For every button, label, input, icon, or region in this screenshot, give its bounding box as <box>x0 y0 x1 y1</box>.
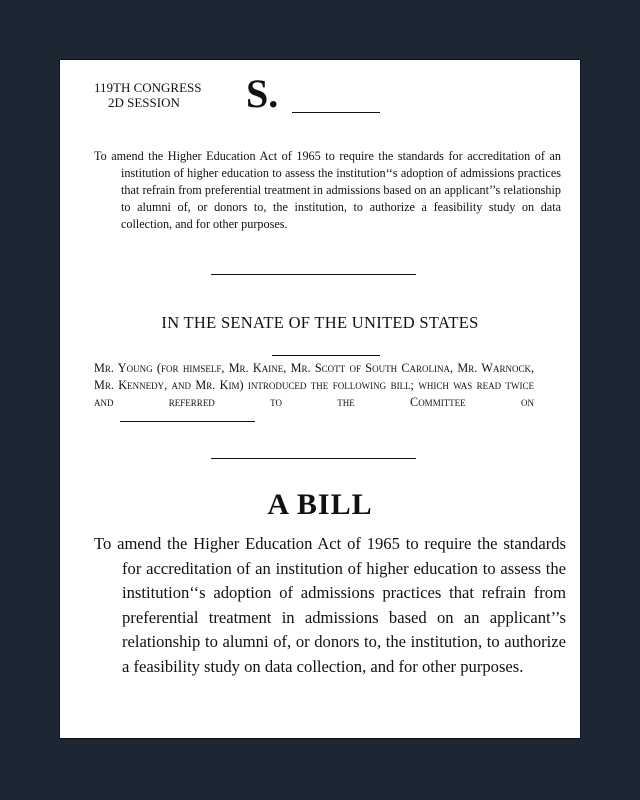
bill-number-prefix: S. <box>246 71 279 116</box>
bill-summary: To amend the Higher Education Act of 1965 to require the standards for accreditation of an institution of higher education to assess the institution‘‘s adoption of admissions practices that refrain from preferential treatment in admissions based on an applicant’’s relationship to alumni of, or donors to, the institution, to authorize a feasibility study on data collection, and for other purposes. <box>94 149 561 231</box>
bill-purpose: To amend the Higher Education Act of 1965 to require the standards for accreditation of an institution of higher education to assess the institution‘‘s adoption of admissions practices that refrain from preferential treatment in admissions based on an applicant’’s relationship to alumni of, or donors to, the institution, to authorize a feasibility study on data collection, and for other purposes. <box>94 534 566 676</box>
introduction-paragraph: Mr. Young (for himself, Mr. Kaine, Mr. Scott of South Carolina, Mr. Warnock, Mr. Kennedy, and Mr. Kim) introduced the following bill; which was read twice and referred to the Committee on <box>94 361 534 409</box>
bill-page <box>60 60 580 738</box>
divider-rule <box>211 458 416 459</box>
bill-heading: A BILL <box>267 488 373 521</box>
congress-label: 119TH CONGRESS <box>94 80 202 95</box>
bill-number-blank <box>292 112 380 113</box>
congress-session-block <box>94 80 202 110</box>
chamber-heading: IN THE SENATE OF THE UNITED STATES <box>161 313 479 332</box>
committee-blank-line <box>120 421 255 422</box>
session-label: 2D SESSION <box>108 95 180 110</box>
divider-rule-short <box>272 355 380 356</box>
divider-rule <box>211 274 416 275</box>
